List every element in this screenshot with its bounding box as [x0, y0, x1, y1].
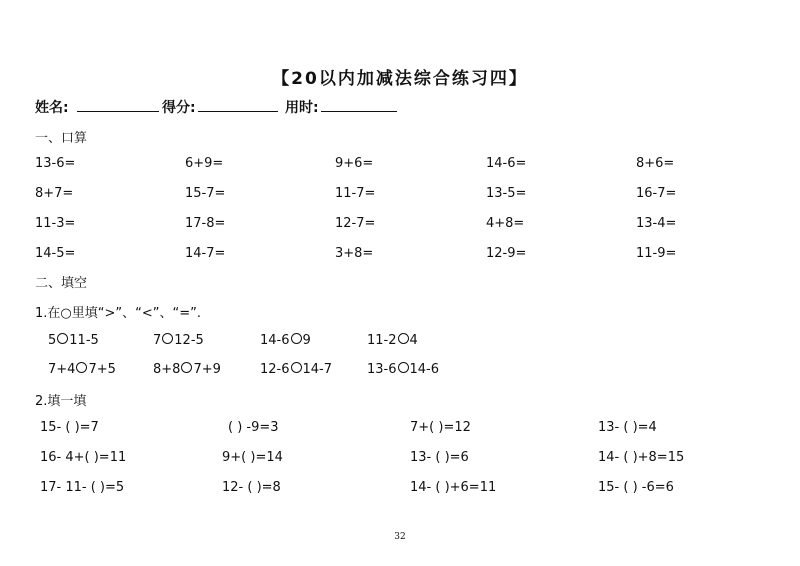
oral-calc-item[interactable]: 11-3=: [35, 216, 76, 231]
fill-in-item[interactable]: 17- 11- ( )=5: [40, 480, 125, 495]
compare-item[interactable]: [260, 333, 311, 348]
name-field[interactable]: [35, 97, 159, 117]
oral-calc-item[interactable]: 14-6=: [486, 156, 527, 171]
compare-left: 13-6: [367, 362, 397, 377]
name-blank[interactable]: [77, 98, 159, 112]
fill-in-item[interactable]: 7+( )=12: [410, 420, 471, 435]
oral-calc-item[interactable]: 8+7=: [35, 186, 74, 201]
compare-circle-blank[interactable]: [57, 333, 68, 344]
oral-calc-item[interactable]: 13-5=: [486, 186, 527, 201]
compare-left: 12-6: [260, 362, 290, 377]
compare-left: 11-2: [367, 333, 397, 348]
oral-calc-item[interactable]: 11-7=: [335, 186, 376, 201]
compare-item[interactable]: [48, 333, 99, 348]
compare-right: 4: [409, 333, 418, 348]
oral-calc-item[interactable]: 4+8=: [486, 216, 525, 231]
oral-calc-item[interactable]: 6+9=: [185, 156, 224, 171]
oral-calc-item[interactable]: 8+6=: [636, 156, 675, 171]
oral-calc-item[interactable]: 11-9=: [636, 246, 677, 261]
compare-item[interactable]: [260, 362, 332, 377]
section-fill-blank-heading: 二、填空: [35, 276, 88, 291]
score-label: 得分:: [162, 100, 196, 116]
fill-in-item[interactable]: 14- ( )+6=11: [410, 480, 497, 495]
compare-right: 11-5: [69, 333, 99, 348]
fill-in-instruction: 2.填一填: [35, 394, 87, 409]
section-oral-calc-heading: 一、口算: [35, 131, 88, 146]
page-number: 32: [394, 532, 406, 542]
compare-left: 5: [48, 333, 57, 348]
oral-calc-item[interactable]: 12-7=: [335, 216, 376, 231]
fill-in-item[interactable]: 14- ( )+8=15: [598, 450, 685, 465]
compare-right: 9: [302, 333, 311, 348]
compare-right: 7+9: [193, 362, 221, 377]
compare-instruction: 1.在○里填“>”、“<”、“=”.: [35, 306, 201, 321]
time-label: 用时:: [285, 100, 319, 116]
oral-calc-item[interactable]: 14-7=: [185, 246, 226, 261]
compare-left: 8+8: [153, 362, 181, 377]
compare-circle-blank[interactable]: [181, 362, 192, 373]
compare-left: 14-6: [260, 333, 290, 348]
compare-item[interactable]: [367, 362, 439, 377]
oral-calc-item[interactable]: 12-9=: [486, 246, 527, 261]
score-blank[interactable]: [198, 98, 278, 112]
compare-left: 7+4: [48, 362, 76, 377]
fill-in-item[interactable]: 13- ( )=4: [598, 420, 657, 435]
compare-right: 14-7: [302, 362, 333, 377]
time-field[interactable]: [285, 97, 397, 117]
compare-circle-blank[interactable]: [162, 333, 173, 344]
fill-in-item[interactable]: 16- 4+( )=11: [40, 450, 127, 465]
oral-calc-item[interactable]: 16-7=: [636, 186, 677, 201]
compare-left: 7: [153, 333, 162, 348]
name-label: 姓名:: [35, 100, 69, 116]
fill-in-item[interactable]: 12- ( )=8: [222, 480, 281, 495]
compare-circle-blank[interactable]: [76, 362, 87, 373]
compare-circle-blank[interactable]: [398, 362, 409, 373]
oral-calc-item[interactable]: 15-7=: [185, 186, 226, 201]
oral-calc-item[interactable]: 3+8=: [335, 246, 374, 261]
compare-circle-blank[interactable]: [291, 362, 302, 373]
compare-item[interactable]: [153, 362, 221, 377]
compare-right: 12-5: [174, 333, 204, 348]
fill-in-item[interactable]: 9+( )=14: [222, 450, 283, 465]
oral-calc-item[interactable]: 17-8=: [185, 216, 226, 231]
score-field[interactable]: [162, 97, 278, 117]
compare-right: 14-6: [409, 362, 440, 377]
compare-circle-blank[interactable]: [398, 333, 409, 344]
fill-in-item[interactable]: 15- ( )=7: [40, 420, 99, 435]
compare-circle-blank[interactable]: [291, 333, 302, 344]
fill-in-item[interactable]: 15- ( ) -6=6: [598, 480, 674, 495]
compare-item[interactable]: [367, 333, 418, 348]
worksheet-title: 【20以内加减法综合练习四】: [272, 69, 528, 89]
oral-calc-item[interactable]: 9+6=: [335, 156, 374, 171]
oral-calc-item[interactable]: 14-5=: [35, 246, 76, 261]
fill-in-item[interactable]: 13- ( )=6: [410, 450, 469, 465]
time-blank[interactable]: [321, 98, 397, 112]
compare-item[interactable]: [48, 362, 116, 377]
compare-item[interactable]: [153, 333, 204, 348]
oral-calc-item[interactable]: 13-4=: [636, 216, 677, 231]
fill-in-item[interactable]: ( ) -9=3: [228, 420, 279, 435]
compare-right: 7+5: [88, 362, 116, 377]
oral-calc-item[interactable]: 13-6=: [35, 156, 76, 171]
